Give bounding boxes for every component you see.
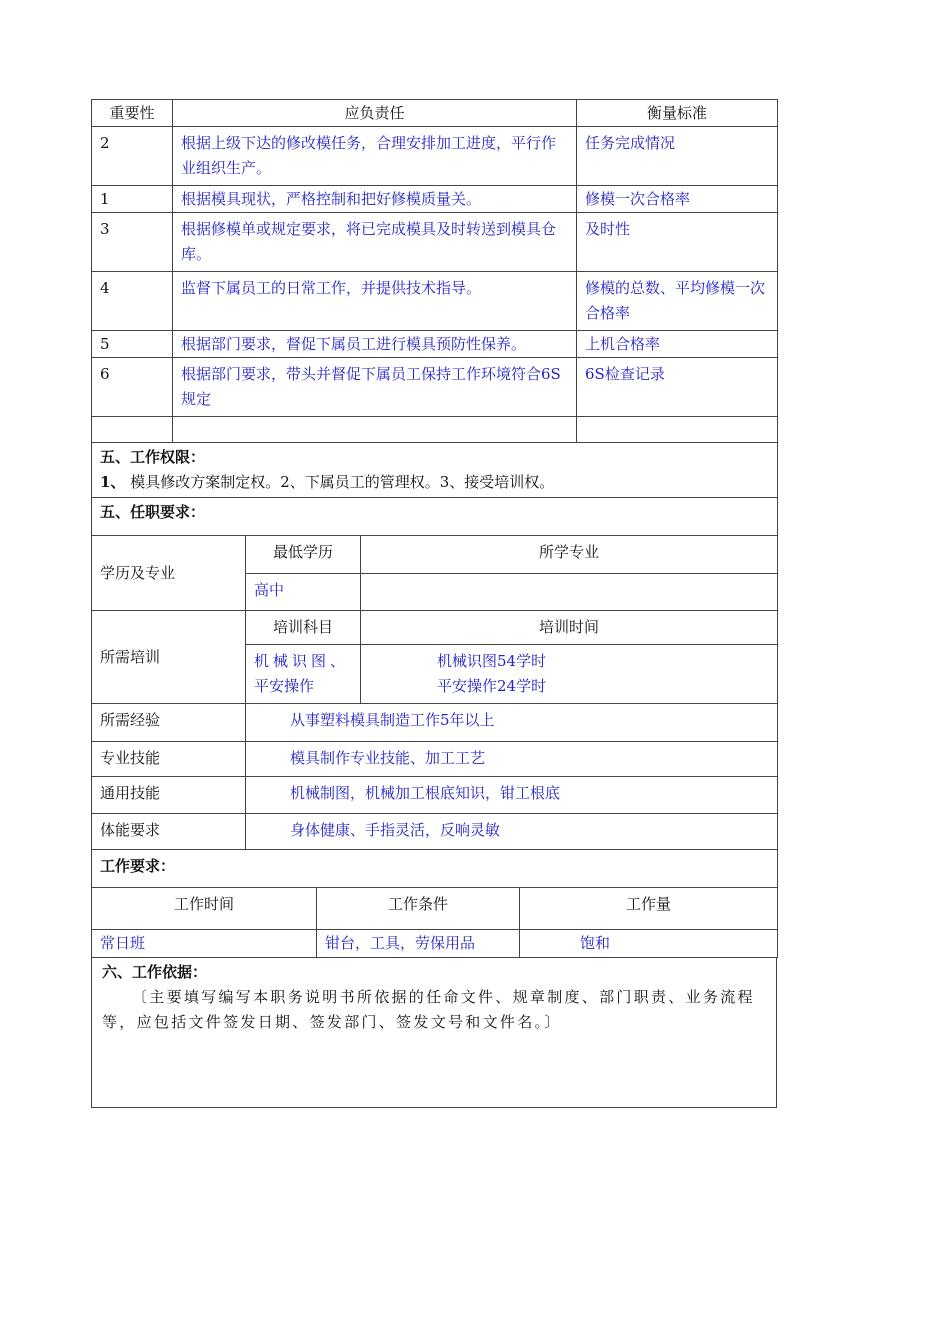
requirements-title: 五、任职要求： (100, 503, 206, 521)
standard-cell: 修模的总数、平均修模一次合格率 (577, 272, 778, 331)
duty-cell: 监督下属员工的日常工作，并提供技术指导。 (173, 272, 577, 331)
duty-cell: 根据部门要求，督促下属员工进行模具预防性保养。 (173, 331, 577, 358)
work-basis-table (91, 957, 777, 1108)
table-row (92, 186, 778, 213)
importance-cell: 1 (92, 186, 173, 213)
importance-cell: 5 (92, 331, 173, 358)
standard-cell: 6S检查记录 (577, 358, 778, 417)
duty-cell: 根据上级下达的修改模任务，合理安排加工进度，平行作业组织生产。 (173, 127, 577, 186)
training-subject-item: 机械识图、 (254, 652, 350, 670)
training-time-item: 平安操作24学时 (437, 677, 547, 695)
major-header: 所学专业 (361, 536, 778, 574)
work-time-value: 常日班 (92, 930, 317, 958)
standard-cell: 及时性 (577, 213, 778, 272)
duty-cell: 根据模具现状，严格控制和把好修模质量关。 (173, 186, 577, 213)
table-row (92, 272, 778, 331)
authority-number: 1、 (100, 473, 126, 491)
importance-cell: 4 (92, 272, 173, 331)
training-subject-header: 培训科目 (246, 611, 361, 645)
training-subject-item: 平安操作 (254, 677, 315, 695)
standard-header: 衡量标准 (577, 100, 778, 127)
work-requirements-table (91, 887, 778, 958)
empty-cell (173, 417, 577, 443)
physical-value: 身体健康、手指灵活，反响灵敏 (246, 814, 778, 850)
min-education-header: 最低学历 (246, 536, 361, 574)
job-description-page (91, 99, 777, 1108)
training-times (361, 645, 778, 704)
basis-title: 六、工作依据： (102, 963, 208, 981)
basis-note: 〔主要填写编写本职务说明书所依据的任命文件、规章制度、部门职责、业务流程等，应包括文件签发日期、签发部门、签发文号和文件名。〕 (102, 988, 755, 1031)
work-time-header: 工作时间 (92, 888, 317, 930)
empty-cell (92, 417, 173, 443)
major-value (361, 574, 778, 611)
table-row (92, 358, 778, 417)
standard-cell: 修模一次合格率 (577, 186, 778, 213)
duty-cell: 根据部门要求，带头并督促下属员工保持工作环境符合6S规定 (173, 358, 577, 417)
min-education-value: 高中 (246, 574, 361, 611)
requirements-table (91, 535, 778, 888)
work-requirements-title: 工作要求： (92, 850, 778, 888)
table-row (92, 331, 778, 358)
responsibility-header-row (92, 100, 778, 127)
professional-skill-value: 模具制作专业技能、加工工艺 (246, 742, 778, 777)
training-time-header: 培训时间 (361, 611, 778, 645)
duty-cell: 根据修模单或规定要求，将已完成模具及时转送到模具仓库。 (173, 213, 577, 272)
authority-title: 五、工作权限： (100, 448, 206, 466)
experience-value: 从事塑料模具制造工作5年以上 (246, 704, 778, 742)
general-skill-label: 通用技能 (92, 777, 246, 814)
work-condition-value: 钳台，工具，劳保用品 (317, 930, 520, 958)
duty-header: 应负责任 (173, 100, 577, 127)
standard-cell: 上机合格率 (577, 331, 778, 358)
workload-value: 饱和 (520, 930, 778, 958)
table-row (92, 127, 778, 186)
workload-header: 工作量 (520, 888, 778, 930)
importance-header: 重要性 (92, 100, 173, 127)
authority-section (92, 443, 778, 498)
importance-cell: 6 (92, 358, 173, 417)
importance-cell: 3 (92, 213, 173, 272)
requirements-title-row (92, 498, 778, 536)
experience-label: 所需经验 (92, 704, 246, 742)
training-label: 所需培训 (92, 611, 246, 704)
empty-cell (577, 417, 778, 443)
education-label: 学历及专业 (92, 536, 246, 611)
training-time-item: 机械识图54学时 (437, 652, 547, 670)
table-row (92, 213, 778, 272)
table-row-empty (92, 417, 778, 443)
professional-skill-label: 专业技能 (92, 742, 246, 777)
work-condition-header: 工作条件 (317, 888, 520, 930)
importance-cell: 2 (92, 127, 173, 186)
general-skill-value: 机械制图，机械加工根底知识，钳工根底 (246, 777, 778, 814)
authority-text (100, 470, 769, 495)
training-subjects (246, 645, 361, 704)
physical-label: 体能要求 (92, 814, 246, 850)
standard-cell: 任务完成情况 (577, 127, 778, 186)
authority-items: 模具修改方案制定权。2、下属员工的管理权。3、接受培训权。 (125, 473, 555, 491)
responsibility-table (91, 99, 778, 536)
